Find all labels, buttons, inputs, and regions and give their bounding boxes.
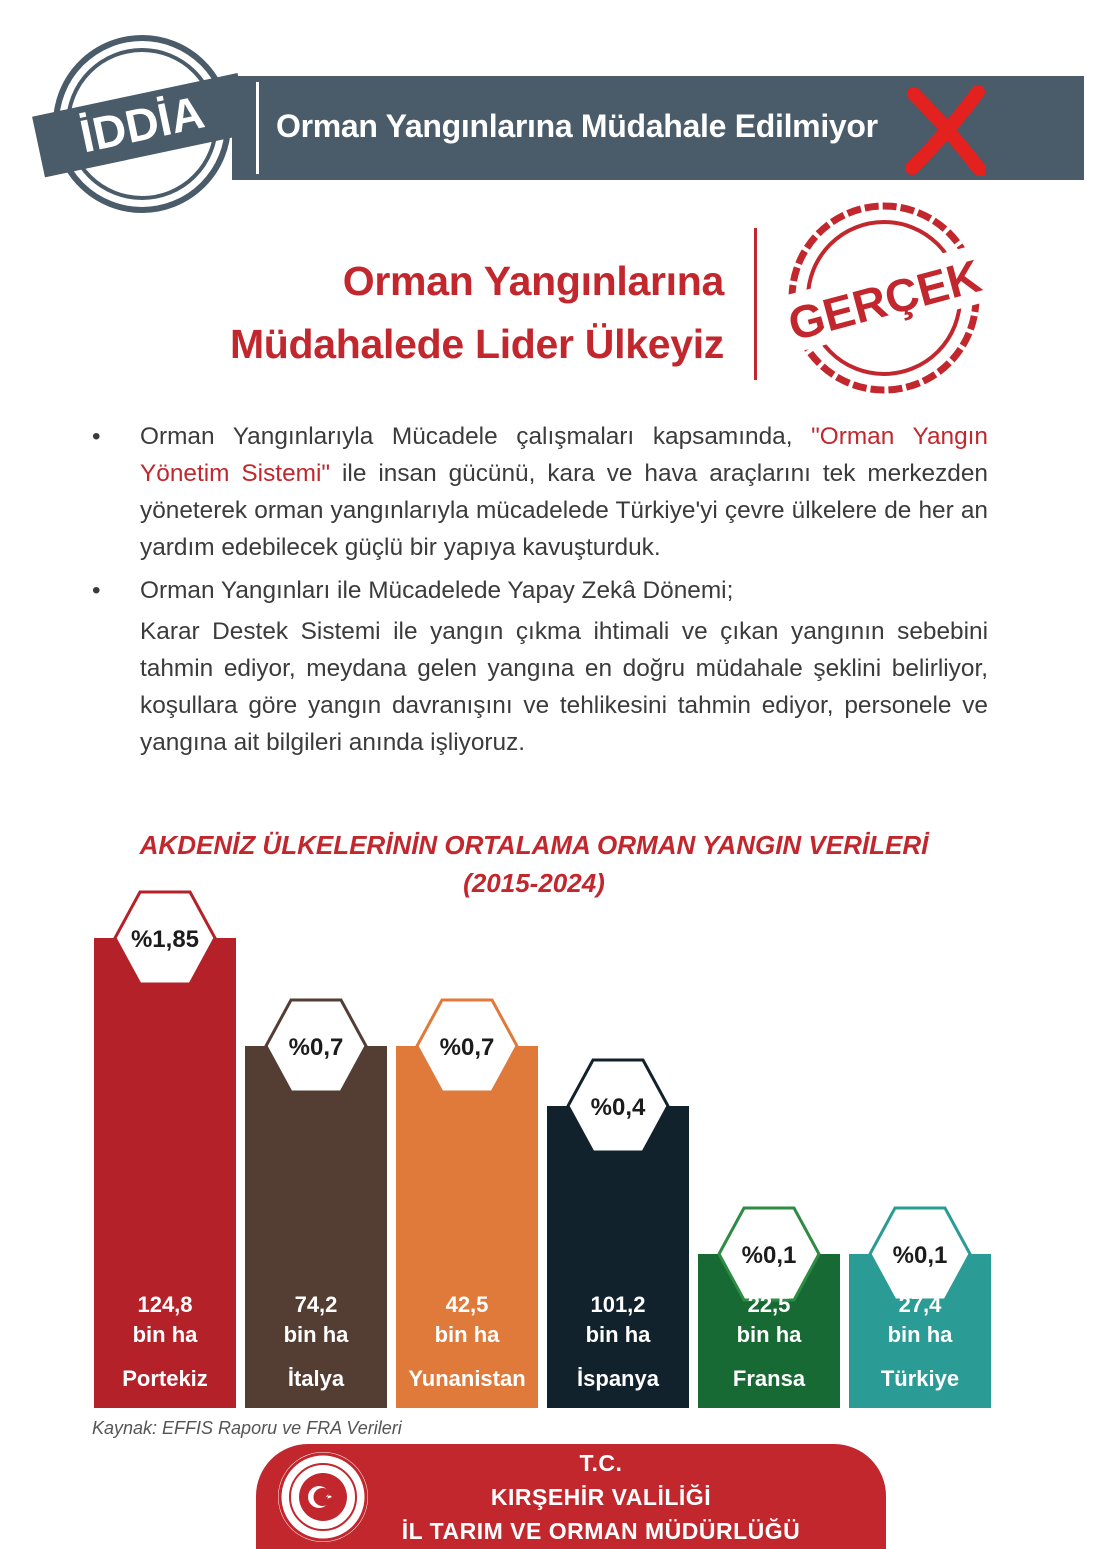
bar-chart: [0, 860, 1094, 1420]
claim-divider: [256, 82, 259, 174]
bullet-glyph: •: [92, 423, 101, 450]
area-value-label-5: 22,5: [747, 1292, 791, 1317]
area-unit-label-2: bin ha: [283, 1322, 349, 1347]
bullet2-paragraph: Karar Destek Sistemi ile yangın çıkma ihtimali ve çıkan yangının sebebini tahmin ediyor, meydana gelen yangına en doğru müdahale şeklini belirliyor, koşullara göre yangın davranışını ve tehlikesini tahmin ediyor, personele ve yangına ait bilgileri anında işliyoruz.: [140, 618, 988, 756]
footer-line3: İL TARIM VE ORMAN MÜDÜRLÜĞÜ: [401, 1518, 801, 1544]
body-text: [92, 418, 988, 761]
percent-label-5: %0,1: [741, 1242, 797, 1269]
percent-label-6: %0,1: [892, 1242, 948, 1269]
bullet1-highlight: "Orman Yangın Yönetim Sistemi": [140, 423, 988, 487]
bullet-glyph: •: [92, 577, 101, 604]
percent-label-4: %0,4: [590, 1094, 646, 1121]
category-label-1: Portekiz: [122, 1366, 208, 1391]
area-value-label-4: 101,2: [590, 1292, 646, 1317]
area-value-label-3: 42,5: [445, 1292, 489, 1317]
claim-stamp: [30, 28, 240, 218]
percent-label-1: %1,85: [130, 926, 200, 953]
source-note: Kaynak: EFFIS Raporu ve FRA Verileri: [92, 1418, 402, 1438]
area-unit-label-6: bin ha: [887, 1322, 953, 1347]
bullet1-text-start: Orman Yangınlarıyla Mücadele çalışmaları kapsamında,: [140, 423, 812, 450]
chart-subtitle: (2015-2024): [463, 868, 605, 898]
percent-label-3: %0,7: [439, 1034, 495, 1061]
area-value-label-2: 74,2: [294, 1292, 338, 1317]
category-label-3: Yunanistan: [408, 1366, 526, 1391]
bar-2: [245, 1046, 387, 1408]
footer-text: [352, 1446, 850, 1548]
category-label-4: İspanya: [577, 1366, 659, 1391]
bullet1-text-end: ile insan gücünü, kara ve hava araçlarını tek merkezden yöneterek orman yangınlarıyla mücadelede Türkiye'yi çevre ülkelere de her an yardım edebilecek güçlü bir yapıya kavuşturduk.: [140, 460, 988, 561]
footer-line2: KIRŞEHİR VALİLİĞİ: [490, 1484, 712, 1510]
percent-label-2: %0,7: [288, 1034, 344, 1061]
claim-stamp-label: İDDİA: [75, 85, 209, 163]
red-x-icon: [906, 86, 986, 176]
bullet2-text: Orman Yangınları ile Mücadelede Yapay Zekâ Dönemi;: [140, 577, 734, 604]
category-label-6: Türkiye: [880, 1366, 960, 1391]
fact-title-line1: Orman Yangınlarına: [342, 258, 724, 304]
area-unit-label-4: bin ha: [585, 1322, 651, 1347]
area-unit-label-5: bin ha: [736, 1322, 802, 1347]
fact-divider: [754, 228, 757, 380]
category-label-5: Fransa: [732, 1366, 806, 1391]
area-unit-label-3: bin ha: [434, 1322, 500, 1347]
bar-3: [396, 1046, 538, 1408]
area-value-label-6: 27,4: [898, 1292, 942, 1317]
area-unit-label-1: bin ha: [132, 1322, 198, 1347]
fact-title-line2: Müdahalede Lider Ülkeyiz: [229, 321, 724, 367]
area-value-label-1: 124,8: [137, 1292, 193, 1317]
fact-title: [120, 250, 724, 376]
fact-stamp-label: GERÇEK: [782, 249, 987, 351]
chart-title: AKDENİZ ÜLKELERİNİN ORTALAMA ORMAN YANGIN VERİLERİ: [139, 830, 929, 860]
claim-text: Orman Yangınlarına Müdahale Edilmiyor: [276, 108, 878, 144]
footer-line1: T.C.: [579, 1450, 623, 1476]
bullet-item-1: [92, 418, 988, 566]
bullet-item-2: [92, 572, 988, 609]
fact-stamp: [772, 198, 990, 398]
category-label-2: İtalya: [287, 1366, 345, 1391]
